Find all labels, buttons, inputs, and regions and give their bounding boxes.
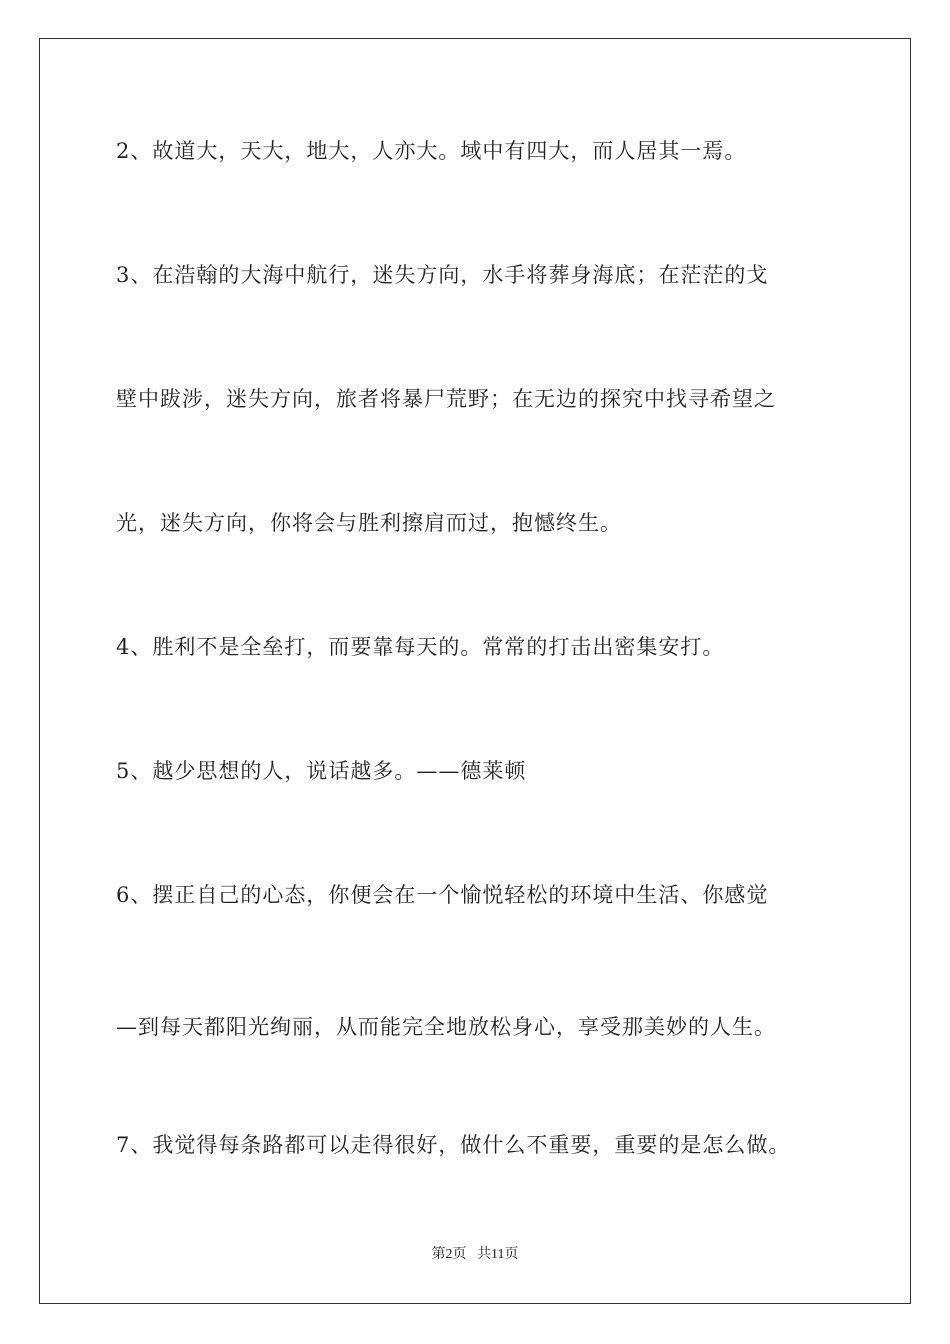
text-line: 5、越少思想的人，说话越多。——德莱顿 xyxy=(116,759,527,783)
page-number: 第2页 xyxy=(431,1247,467,1262)
page-total: 共11页 xyxy=(477,1247,519,1262)
text-line: 光，迷失方向，你将会与胜利擦肩而过，抱憾终生。 xyxy=(116,511,622,535)
text-line: 4、胜利不是全垒打，而要靠每天的。常常的打击出密集安打。 xyxy=(116,635,725,659)
text-line: —到每天都阳光绚丽，从而能完全地放松身心，享受那美妙的人生。 xyxy=(116,1015,776,1039)
text-line: 6、摆正自己的心态，你便会在一个愉悦轻松的环境中生活、你感觉 xyxy=(116,883,769,907)
text-line: 2、故道大，天大，地大，人亦大。域中有四大，而人居其一焉。 xyxy=(116,139,747,163)
text-line: 3、在浩翰的大海中航行，迷失方向，水手将葬身海底；在茫茫的戈 xyxy=(116,263,769,287)
page-border xyxy=(39,38,911,1304)
text-line: 7、我觉得每条路都可以走得很好，做什么不重要，重要的是怎么做。 xyxy=(116,1133,791,1157)
page-footer xyxy=(0,1246,950,1264)
text-line: 壁中跋涉，迷失方向，旅者将暴尸荒野；在无边的探究中找寻希望之 xyxy=(116,387,776,411)
